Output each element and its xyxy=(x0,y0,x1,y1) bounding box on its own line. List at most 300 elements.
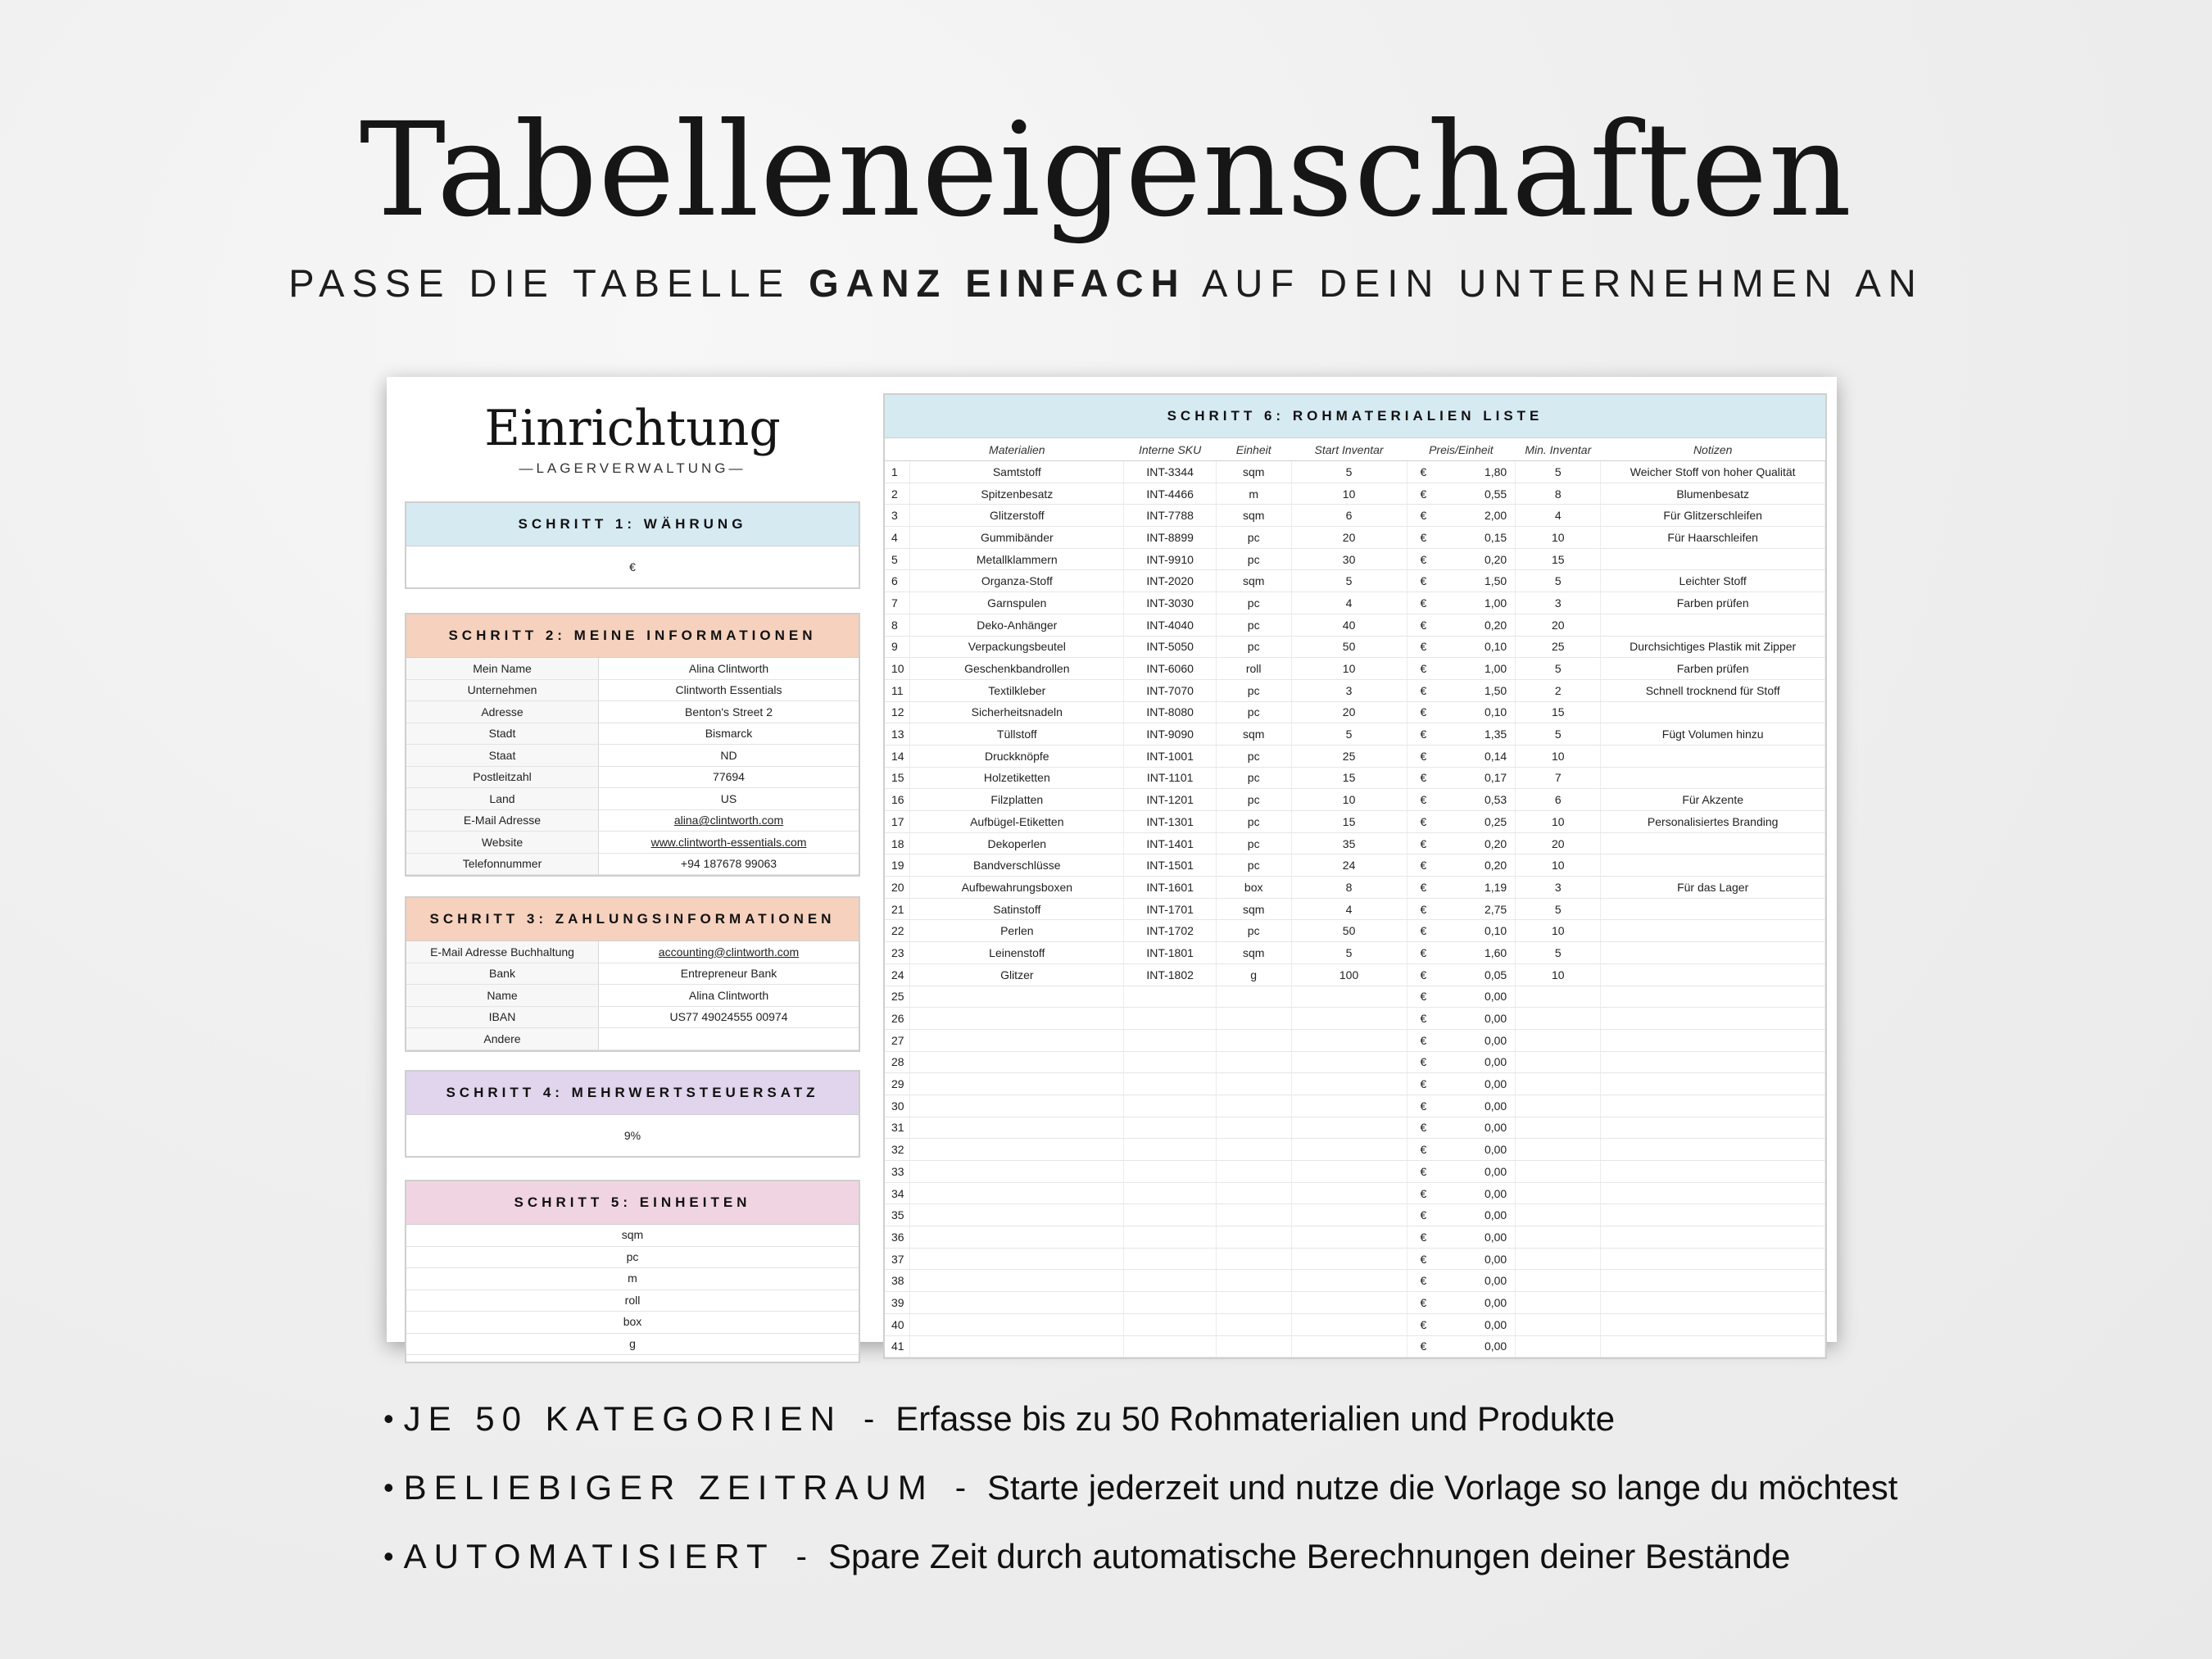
material-unit[interactable] xyxy=(1216,1073,1291,1095)
material-min-inventory[interactable]: 10 xyxy=(1516,811,1601,833)
material-unit[interactable] xyxy=(1216,1051,1291,1073)
material-price[interactable]: 0,00 xyxy=(1440,1139,1516,1161)
material-sku[interactable]: INT-2020 xyxy=(1124,570,1216,592)
material-min-inventory[interactable] xyxy=(1516,1292,1601,1314)
material-price[interactable]: 1,19 xyxy=(1440,877,1516,899)
material-start-inventory[interactable]: 30 xyxy=(1291,548,1407,570)
material-name[interactable]: Aufbewahrungsboxen xyxy=(910,877,1124,899)
material-min-inventory[interactable] xyxy=(1516,1335,1601,1358)
material-sku[interactable] xyxy=(1124,1248,1216,1270)
material-name[interactable] xyxy=(910,1051,1124,1073)
material-unit[interactable]: sqm xyxy=(1216,461,1291,483)
material-start-inventory[interactable]: 4 xyxy=(1291,592,1407,614)
material-sku[interactable] xyxy=(1124,1073,1216,1095)
material-note[interactable] xyxy=(1601,942,1825,964)
material-min-inventory[interactable]: 20 xyxy=(1516,614,1601,636)
material-unit[interactable]: pc xyxy=(1216,527,1291,549)
material-unit[interactable]: pc xyxy=(1216,548,1291,570)
material-price[interactable]: 0,00 xyxy=(1440,1182,1516,1204)
material-name[interactable] xyxy=(910,1226,1124,1249)
material-note[interactable] xyxy=(1601,1182,1825,1204)
material-name[interactable]: Gummibänder xyxy=(910,527,1124,549)
material-note[interactable] xyxy=(1601,1073,1825,1095)
material-note[interactable] xyxy=(1601,767,1825,789)
material-unit[interactable] xyxy=(1216,986,1291,1008)
material-note[interactable]: Für Akzente xyxy=(1601,789,1825,811)
material-unit[interactable] xyxy=(1216,1008,1291,1030)
material-note[interactable]: Blumenbesatz xyxy=(1601,483,1825,505)
material-note[interactable]: Durchsichtiges Plastik mit Zipper xyxy=(1601,636,1825,658)
material-name[interactable]: Geschenkbandrollen xyxy=(910,658,1124,680)
info-value[interactable]: www.clintworth-essentials.com xyxy=(599,832,859,854)
material-sku[interactable] xyxy=(1124,986,1216,1008)
material-note[interactable] xyxy=(1601,832,1825,854)
material-sku[interactable]: INT-4466 xyxy=(1124,483,1216,505)
material-price[interactable]: 1,00 xyxy=(1440,592,1516,614)
material-sku[interactable]: INT-1801 xyxy=(1124,942,1216,964)
material-name[interactable]: Aufbügel-Etiketten xyxy=(910,811,1124,833)
material-min-inventory[interactable] xyxy=(1516,1051,1601,1073)
material-price[interactable]: 0,17 xyxy=(1440,767,1516,789)
material-start-inventory[interactable]: 15 xyxy=(1291,811,1407,833)
material-unit[interactable]: pc xyxy=(1216,854,1291,877)
material-sku[interactable]: INT-8080 xyxy=(1124,701,1216,723)
material-start-inventory[interactable] xyxy=(1291,1313,1407,1335)
material-note[interactable]: Farben prüfen xyxy=(1601,592,1825,614)
material-min-inventory[interactable]: 10 xyxy=(1516,527,1601,549)
material-sku[interactable] xyxy=(1124,1313,1216,1335)
material-unit[interactable] xyxy=(1216,1117,1291,1139)
material-unit[interactable]: pc xyxy=(1216,920,1291,942)
material-name[interactable]: Deko-Anhänger xyxy=(910,614,1124,636)
material-min-inventory[interactable] xyxy=(1516,1270,1601,1292)
material-note[interactable] xyxy=(1601,1008,1825,1030)
material-sku[interactable] xyxy=(1124,1226,1216,1249)
material-sku[interactable]: INT-9910 xyxy=(1124,548,1216,570)
material-unit[interactable] xyxy=(1216,1095,1291,1117)
material-name[interactable] xyxy=(910,1204,1124,1226)
material-unit[interactable]: pc xyxy=(1216,745,1291,767)
material-sku[interactable]: INT-5050 xyxy=(1124,636,1216,658)
material-min-inventory[interactable] xyxy=(1516,1161,1601,1183)
info-value[interactable]: +94 187678 99063 xyxy=(599,853,859,875)
info-value[interactable]: 77694 xyxy=(599,766,859,788)
material-name[interactable] xyxy=(910,1008,1124,1030)
material-sku[interactable] xyxy=(1124,1270,1216,1292)
material-sku[interactable]: INT-3030 xyxy=(1124,592,1216,614)
material-min-inventory[interactable]: 8 xyxy=(1516,483,1601,505)
material-sku[interactable] xyxy=(1124,1161,1216,1183)
material-price[interactable]: 0,05 xyxy=(1440,963,1516,986)
material-unit[interactable] xyxy=(1216,1161,1291,1183)
material-unit[interactable] xyxy=(1216,1139,1291,1161)
material-unit[interactable] xyxy=(1216,1248,1291,1270)
info-value[interactable]: accounting@clintworth.com xyxy=(599,941,859,963)
material-name[interactable] xyxy=(910,1161,1124,1183)
material-price[interactable]: 0,00 xyxy=(1440,1226,1516,1249)
material-sku[interactable]: INT-7070 xyxy=(1124,679,1216,701)
material-unit[interactable]: pc xyxy=(1216,811,1291,833)
material-note[interactable] xyxy=(1601,1335,1825,1358)
material-note[interactable] xyxy=(1601,854,1825,877)
material-min-inventory[interactable]: 2 xyxy=(1516,679,1601,701)
material-sku[interactable] xyxy=(1124,1117,1216,1139)
material-sku[interactable]: INT-7788 xyxy=(1124,505,1216,527)
material-name[interactable]: Tüllstoff xyxy=(910,723,1124,746)
material-note[interactable]: Weicher Stoff von hoher Qualität xyxy=(1601,461,1825,483)
material-name[interactable] xyxy=(910,1117,1124,1139)
material-min-inventory[interactable]: 10 xyxy=(1516,854,1601,877)
material-price[interactable]: 2,00 xyxy=(1440,505,1516,527)
material-price[interactable]: 0,00 xyxy=(1440,1095,1516,1117)
material-note[interactable] xyxy=(1601,745,1825,767)
material-name[interactable]: Glitzerstoff xyxy=(910,505,1124,527)
material-sku[interactable]: INT-1701 xyxy=(1124,898,1216,920)
currency-value[interactable]: € xyxy=(629,560,636,573)
material-price[interactable]: 0,00 xyxy=(1440,1292,1516,1314)
material-start-inventory[interactable]: 50 xyxy=(1291,920,1407,942)
material-note[interactable]: Schnell trocknend für Stoff xyxy=(1601,679,1825,701)
material-sku[interactable]: INT-9090 xyxy=(1124,723,1216,746)
material-price[interactable]: 1,00 xyxy=(1440,658,1516,680)
material-note[interactable] xyxy=(1601,986,1825,1008)
material-name[interactable]: Sicherheitsnadeln xyxy=(910,701,1124,723)
material-unit[interactable] xyxy=(1216,1226,1291,1249)
material-unit[interactable] xyxy=(1216,1292,1291,1314)
material-name[interactable]: Metallklammern xyxy=(910,548,1124,570)
material-sku[interactable]: INT-1301 xyxy=(1124,811,1216,833)
material-start-inventory[interactable]: 24 xyxy=(1291,854,1407,877)
material-name[interactable]: Filzplatten xyxy=(910,789,1124,811)
material-price[interactable]: 0,00 xyxy=(1440,1051,1516,1073)
material-name[interactable] xyxy=(910,1335,1124,1358)
material-unit[interactable]: pc xyxy=(1216,614,1291,636)
material-note[interactable] xyxy=(1601,1226,1825,1249)
material-unit[interactable]: pc xyxy=(1216,592,1291,614)
info-value[interactable]: Clintworth Essentials xyxy=(599,679,859,701)
material-min-inventory[interactable]: 7 xyxy=(1516,767,1601,789)
material-start-inventory[interactable] xyxy=(1291,1292,1407,1314)
material-price[interactable]: 0,14 xyxy=(1440,745,1516,767)
material-start-inventory[interactable]: 5 xyxy=(1291,570,1407,592)
material-price[interactable]: 0,00 xyxy=(1440,1335,1516,1358)
material-start-inventory[interactable] xyxy=(1291,1051,1407,1073)
material-name[interactable] xyxy=(910,1270,1124,1292)
material-note[interactable]: Für Haarschleifen xyxy=(1601,527,1825,549)
material-price[interactable]: 0,20 xyxy=(1440,832,1516,854)
material-note[interactable] xyxy=(1601,963,1825,986)
material-start-inventory[interactable]: 10 xyxy=(1291,658,1407,680)
material-sku[interactable]: INT-6060 xyxy=(1124,658,1216,680)
material-start-inventory[interactable]: 4 xyxy=(1291,898,1407,920)
material-min-inventory[interactable] xyxy=(1516,1029,1601,1051)
material-start-inventory[interactable]: 5 xyxy=(1291,942,1407,964)
material-note[interactable]: Für Glitzerschleifen xyxy=(1601,505,1825,527)
material-sku[interactable] xyxy=(1124,1292,1216,1314)
material-start-inventory[interactable] xyxy=(1291,1182,1407,1204)
material-min-inventory[interactable] xyxy=(1516,1139,1601,1161)
material-start-inventory[interactable]: 40 xyxy=(1291,614,1407,636)
material-price[interactable]: 0,10 xyxy=(1440,636,1516,658)
material-min-inventory[interactable] xyxy=(1516,1073,1601,1095)
material-unit[interactable] xyxy=(1216,1204,1291,1226)
unit-item[interactable]: pc xyxy=(406,1247,859,1269)
material-note[interactable] xyxy=(1601,1117,1825,1139)
material-start-inventory[interactable]: 8 xyxy=(1291,877,1407,899)
unit-item[interactable]: roll xyxy=(406,1290,859,1312)
material-note[interactable] xyxy=(1601,1204,1825,1226)
material-name[interactable]: Bandverschlüsse xyxy=(910,854,1124,877)
material-price[interactable]: 1,60 xyxy=(1440,942,1516,964)
material-note[interactable] xyxy=(1601,920,1825,942)
material-start-inventory[interactable]: 3 xyxy=(1291,679,1407,701)
material-start-inventory[interactable]: 20 xyxy=(1291,701,1407,723)
material-unit[interactable]: pc xyxy=(1216,789,1291,811)
material-price[interactable]: 1,50 xyxy=(1440,570,1516,592)
material-start-inventory[interactable] xyxy=(1291,1335,1407,1358)
material-unit[interactable]: m xyxy=(1216,483,1291,505)
material-start-inventory[interactable]: 25 xyxy=(1291,745,1407,767)
material-note[interactable] xyxy=(1601,1139,1825,1161)
material-min-inventory[interactable]: 5 xyxy=(1516,898,1601,920)
material-name[interactable]: Samtstoff xyxy=(910,461,1124,483)
material-note[interactable]: Leichter Stoff xyxy=(1601,570,1825,592)
material-min-inventory[interactable] xyxy=(1516,1248,1601,1270)
material-min-inventory[interactable] xyxy=(1516,1313,1601,1335)
material-name[interactable] xyxy=(910,1029,1124,1051)
material-sku[interactable] xyxy=(1124,1095,1216,1117)
material-start-inventory[interactable]: 5 xyxy=(1291,461,1407,483)
material-name[interactable] xyxy=(910,986,1124,1008)
material-min-inventory[interactable]: 3 xyxy=(1516,592,1601,614)
material-note[interactable] xyxy=(1601,1292,1825,1314)
material-note[interactable]: Für das Lager xyxy=(1601,877,1825,899)
material-price[interactable]: 2,75 xyxy=(1440,898,1516,920)
material-min-inventory[interactable]: 5 xyxy=(1516,461,1601,483)
material-name[interactable]: Spitzenbesatz xyxy=(910,483,1124,505)
material-name[interactable]: Textilkleber xyxy=(910,679,1124,701)
material-min-inventory[interactable]: 25 xyxy=(1516,636,1601,658)
material-start-inventory[interactable] xyxy=(1291,1095,1407,1117)
material-start-inventory[interactable] xyxy=(1291,1226,1407,1249)
material-min-inventory[interactable] xyxy=(1516,1008,1601,1030)
material-sku[interactable]: INT-3344 xyxy=(1124,461,1216,483)
material-sku[interactable] xyxy=(1124,1051,1216,1073)
material-unit[interactable]: sqm xyxy=(1216,898,1291,920)
material-price[interactable]: 0,00 xyxy=(1440,986,1516,1008)
info-value[interactable]: Entrepreneur Bank xyxy=(599,963,859,985)
material-sku[interactable]: INT-1201 xyxy=(1124,789,1216,811)
material-start-inventory[interactable]: 20 xyxy=(1291,527,1407,549)
material-sku[interactable]: INT-1001 xyxy=(1124,745,1216,767)
material-price[interactable]: 0,20 xyxy=(1440,548,1516,570)
material-unit[interactable]: pc xyxy=(1216,701,1291,723)
material-price[interactable]: 0,00 xyxy=(1440,1029,1516,1051)
material-price[interactable]: 0,00 xyxy=(1440,1204,1516,1226)
material-start-inventory[interactable] xyxy=(1291,1029,1407,1051)
material-price[interactable]: 1,80 xyxy=(1440,461,1516,483)
material-name[interactable]: Leinenstoff xyxy=(910,942,1124,964)
material-sku[interactable]: INT-8899 xyxy=(1124,527,1216,549)
material-sku[interactable] xyxy=(1124,1204,1216,1226)
material-note[interactable] xyxy=(1601,1095,1825,1117)
material-note[interactable] xyxy=(1601,701,1825,723)
unit-item[interactable]: box xyxy=(406,1312,859,1334)
unit-item[interactable]: g xyxy=(406,1334,859,1356)
material-price[interactable]: 0,25 xyxy=(1440,811,1516,833)
material-name[interactable]: Garnspulen xyxy=(910,592,1124,614)
material-sku[interactable] xyxy=(1124,1008,1216,1030)
material-sku[interactable]: INT-1702 xyxy=(1124,920,1216,942)
material-name[interactable]: Glitzer xyxy=(910,963,1124,986)
material-unit[interactable] xyxy=(1216,1182,1291,1204)
info-value[interactable]: Benton's Street 2 xyxy=(599,701,859,723)
material-unit[interactable] xyxy=(1216,1270,1291,1292)
material-name[interactable]: Druckknöpfe xyxy=(910,745,1124,767)
material-sku[interactable]: INT-1101 xyxy=(1124,767,1216,789)
material-price[interactable]: 0,53 xyxy=(1440,789,1516,811)
material-note[interactable]: Farben prüfen xyxy=(1601,658,1825,680)
material-start-inventory[interactable] xyxy=(1291,1270,1407,1292)
material-note[interactable] xyxy=(1601,1248,1825,1270)
material-start-inventory[interactable]: 5 xyxy=(1291,723,1407,746)
material-min-inventory[interactable]: 15 xyxy=(1516,548,1601,570)
material-name[interactable] xyxy=(910,1248,1124,1270)
material-start-inventory[interactable] xyxy=(1291,1204,1407,1226)
material-unit[interactable]: sqm xyxy=(1216,505,1291,527)
material-name[interactable] xyxy=(910,1292,1124,1314)
material-note[interactable] xyxy=(1601,1029,1825,1051)
material-price[interactable]: 0,55 xyxy=(1440,483,1516,505)
material-start-inventory[interactable]: 100 xyxy=(1291,963,1407,986)
material-price[interactable]: 0,00 xyxy=(1440,1313,1516,1335)
material-sku[interactable]: INT-1601 xyxy=(1124,877,1216,899)
material-note[interactable] xyxy=(1601,1270,1825,1292)
material-unit[interactable]: pc xyxy=(1216,679,1291,701)
material-name[interactable]: Organza-Stoff xyxy=(910,570,1124,592)
unit-item[interactable]: m xyxy=(406,1268,859,1290)
material-name[interactable] xyxy=(910,1139,1124,1161)
material-start-inventory[interactable] xyxy=(1291,1008,1407,1030)
material-note[interactable] xyxy=(1601,1051,1825,1073)
material-sku[interactable]: INT-1501 xyxy=(1124,854,1216,877)
material-price[interactable]: 0,20 xyxy=(1440,614,1516,636)
material-sku[interactable] xyxy=(1124,1139,1216,1161)
material-price[interactable]: 0,00 xyxy=(1440,1008,1516,1030)
material-start-inventory[interactable] xyxy=(1291,1161,1407,1183)
material-name[interactable] xyxy=(910,1095,1124,1117)
material-name[interactable] xyxy=(910,1313,1124,1335)
material-price[interactable]: 0,15 xyxy=(1440,527,1516,549)
material-unit[interactable]: sqm xyxy=(1216,942,1291,964)
material-price[interactable]: 0,20 xyxy=(1440,854,1516,877)
material-start-inventory[interactable]: 6 xyxy=(1291,505,1407,527)
material-min-inventory[interactable] xyxy=(1516,1117,1601,1139)
material-min-inventory[interactable]: 6 xyxy=(1516,789,1601,811)
material-unit[interactable]: sqm xyxy=(1216,723,1291,746)
material-name[interactable] xyxy=(910,1182,1124,1204)
material-price[interactable]: 0,00 xyxy=(1440,1270,1516,1292)
material-unit[interactable]: pc xyxy=(1216,832,1291,854)
unit-item[interactable]: sqm xyxy=(406,1225,859,1247)
material-unit[interactable] xyxy=(1216,1313,1291,1335)
material-price[interactable]: 1,50 xyxy=(1440,679,1516,701)
material-name[interactable] xyxy=(910,1073,1124,1095)
material-start-inventory[interactable]: 10 xyxy=(1291,483,1407,505)
info-value[interactable]: Bismarck xyxy=(599,723,859,745)
material-min-inventory[interactable]: 5 xyxy=(1516,570,1601,592)
material-start-inventory[interactable]: 10 xyxy=(1291,789,1407,811)
material-min-inventory[interactable] xyxy=(1516,986,1601,1008)
material-start-inventory[interactable]: 50 xyxy=(1291,636,1407,658)
material-note[interactable]: Personalisiertes Branding xyxy=(1601,811,1825,833)
material-name[interactable]: Verpackungsbeutel xyxy=(910,636,1124,658)
material-note[interactable] xyxy=(1601,614,1825,636)
material-sku[interactable] xyxy=(1124,1182,1216,1204)
material-start-inventory[interactable] xyxy=(1291,986,1407,1008)
material-min-inventory[interactable]: 10 xyxy=(1516,920,1601,942)
material-min-inventory[interactable]: 3 xyxy=(1516,877,1601,899)
material-price[interactable]: 0,00 xyxy=(1440,1117,1516,1139)
material-start-inventory[interactable] xyxy=(1291,1248,1407,1270)
info-value[interactable]: Alina Clintworth xyxy=(599,985,859,1007)
material-unit[interactable] xyxy=(1216,1029,1291,1051)
material-sku[interactable] xyxy=(1124,1335,1216,1358)
info-value[interactable]: Alina Clintworth xyxy=(599,658,859,679)
material-start-inventory[interactable]: 15 xyxy=(1291,767,1407,789)
material-name[interactable]: Perlen xyxy=(910,920,1124,942)
info-value[interactable]: alina@clintworth.com xyxy=(599,809,859,832)
material-min-inventory[interactable]: 5 xyxy=(1516,723,1601,746)
material-min-inventory[interactable] xyxy=(1516,1095,1601,1117)
material-unit[interactable]: pc xyxy=(1216,636,1291,658)
material-price[interactable]: 0,10 xyxy=(1440,701,1516,723)
material-sku[interactable]: INT-1401 xyxy=(1124,832,1216,854)
material-min-inventory[interactable]: 10 xyxy=(1516,963,1601,986)
material-min-inventory[interactable] xyxy=(1516,1226,1601,1249)
material-min-inventory[interactable]: 10 xyxy=(1516,745,1601,767)
material-price[interactable]: 1,35 xyxy=(1440,723,1516,746)
material-min-inventory[interactable]: 15 xyxy=(1516,701,1601,723)
material-start-inventory[interactable] xyxy=(1291,1117,1407,1139)
material-price[interactable]: 0,10 xyxy=(1440,920,1516,942)
material-start-inventory[interactable] xyxy=(1291,1139,1407,1161)
material-name[interactable]: Satinstoff xyxy=(910,898,1124,920)
material-note[interactable] xyxy=(1601,548,1825,570)
material-note[interactable] xyxy=(1601,898,1825,920)
material-note[interactable] xyxy=(1601,1161,1825,1183)
material-min-inventory[interactable]: 5 xyxy=(1516,658,1601,680)
material-unit[interactable]: roll xyxy=(1216,658,1291,680)
material-min-inventory[interactable] xyxy=(1516,1204,1601,1226)
material-price[interactable]: 0,00 xyxy=(1440,1161,1516,1183)
info-value[interactable]: US77 49024555 00974 xyxy=(599,1006,859,1028)
material-start-inventory[interactable]: 35 xyxy=(1291,832,1407,854)
material-unit[interactable]: box xyxy=(1216,877,1291,899)
material-sku[interactable]: INT-1802 xyxy=(1124,963,1216,986)
material-price[interactable]: 0,00 xyxy=(1440,1248,1516,1270)
material-unit[interactable]: g xyxy=(1216,963,1291,986)
vat-value[interactable]: 9% xyxy=(623,1129,641,1142)
material-min-inventory[interactable] xyxy=(1516,1182,1601,1204)
material-name[interactable]: Holzetiketten xyxy=(910,767,1124,789)
material-unit[interactable] xyxy=(1216,1335,1291,1358)
material-sku[interactable]: INT-4040 xyxy=(1124,614,1216,636)
material-min-inventory[interactable]: 4 xyxy=(1516,505,1601,527)
material-sku[interactable] xyxy=(1124,1029,1216,1051)
material-unit[interactable]: pc xyxy=(1216,767,1291,789)
material-price[interactable]: 0,00 xyxy=(1440,1073,1516,1095)
